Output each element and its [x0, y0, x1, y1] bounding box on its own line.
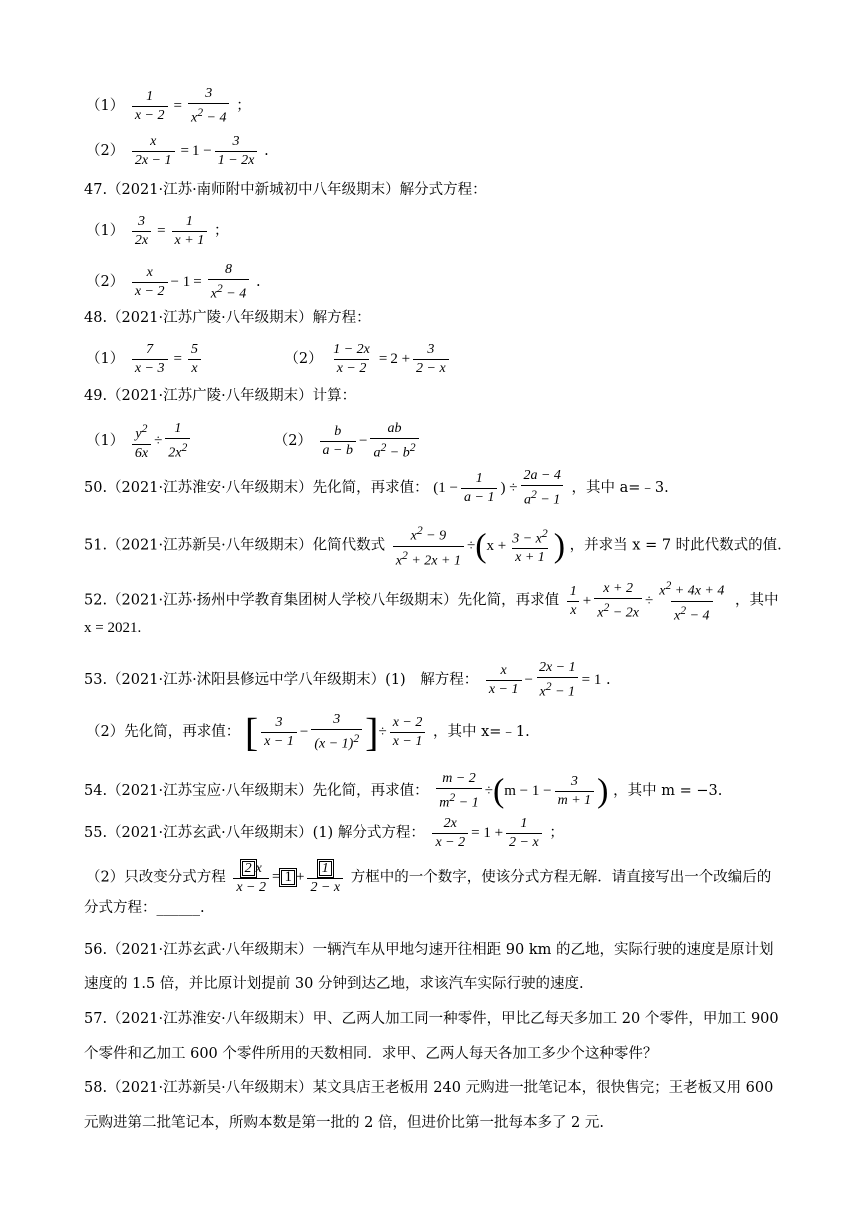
q51: 51.（2021·江苏新吴·八年级期末）化简代数式 $\frac{x^2 - 9}{x^2 + 2x + 1}$ ÷(x + $\frac{3 - x^2}{x + 1}$ ) ，并求当 x = 7 时此代数式的值.	[84, 524, 782, 569]
expression: $\frac{1}{x}$ + $\frac{x + 2}{x^2 - 2x}$ ÷ $\frac{x^2 + 4x + 4}{x^2 - 4}$	[564, 593, 731, 609]
part-label: （2）	[86, 142, 125, 159]
equation-1: $\frac{7}{x - 3}$ = $\frac{5}{x}$	[129, 351, 208, 367]
q53: 53.（2021·江苏·沭阳县修远中学八年级期末）(1) 解方程： $\frac{x}{x - 1}$ − $\frac{2x - 1}{x^2 - 1}$ = 1 .	[84, 660, 611, 700]
q58-line1: 58.（2021·江苏新吴·八年级期末）某文具店王老板用 240 元购进一批笔记本，很快售完；王老板又用 600	[84, 1080, 774, 1096]
q52-line2: x = 2021.	[84, 620, 142, 636]
boxed-equation: $\frac{2 x}{x - 2}$ = 1 + $\frac{1}{2 - x}$	[230, 869, 346, 885]
expression: $\frac{x^2 - 9}{x^2 + 2x + 1}$ ÷(x + $\frac{3 - x^2}{x + 1}$ )	[390, 538, 565, 554]
equation: $\frac{x}{2x - 1}$ = 1 − $\frac{3}{1 - 2x}$	[129, 143, 264, 159]
q46-part1: （1） $\frac{1}{x - 2}$ = $\frac{3}{x^2 - 4}$ ；	[86, 86, 251, 126]
q53-part2: （2）先化简，再求值： [ $\frac{3}{x - 1}$ − $\frac{3}{(x - 1)^2}$ ]÷ $\frac{x - 2}{x - 1}$ ，其中 x=﹣1.	[86, 709, 530, 755]
equation: $\frac{x}{x - 1}$ − $\frac{2x - 1}{x^2 - 1}$ = 1	[483, 672, 602, 688]
equation: $\frac{x}{x - 2}$ − 1 = $\frac{8}{x^2 - 4}$	[129, 274, 256, 290]
q55-line2: 分式方程：______.	[84, 900, 205, 916]
q46-part2: （2） $\frac{x}{2x - 1}$ = 1 − $\frac{3}{1 - 2x}$ .	[86, 134, 269, 168]
q57-line2: 个零件和乙加工 600 个零件所用的天数相同．求甲、乙两人每天各加工多少个这种零件？	[84, 1046, 658, 1062]
q56-line2: 速度的 1.5 倍，并比原计划提前 30 分钟到达乙地，求该汽车实际行驶的速度.	[84, 976, 584, 992]
q48-parts: （1） $\frac{7}{x - 3}$ = $\frac{5}{x}$ （2） $\frac{1 - 2x}{x - 2}$ = 2 + $\frac{3}{2 - x}$	[86, 342, 800, 377]
q50: 50.（2021·江苏淮安·八年级期末）先化简，再求值： (1 − $\frac{1}{a - 1}$ ) ÷ $\frac{2a - 4}{a^2 - 1}$ ，其中 a=﹣3.	[84, 468, 669, 508]
q54: 54.（2021·江苏宝应·八年级期末）先化简，再求值： $\frac{m - 2}{m^2 - 1}$ ÷(m − 1 − $\frac{3}{m + 1}$ ) ，其中 m = −3.	[84, 771, 723, 811]
q49-parts: （1） $\frac{y^2}{6x}$ ÷ $\frac{1}{2x^2}$ （2） $\frac{b}{a - b}$ − $\frac{ab}{a^2 - b^2}$	[86, 421, 800, 462]
q48-header: 48.（2021·江苏广陵·八年级期末）解方程：	[84, 310, 371, 326]
equation: $\frac{3}{2x}$ = $\frac{1}{x + 1}$	[129, 223, 214, 239]
q58-line2: 元购进第二批笔记本，所购本数是第一批的 2 倍，但进价比第一批每本多了 2 元.	[84, 1115, 604, 1131]
q55-part2: （2）只改变分式方程 $\frac{2 x}{x - 2}$ = 1 + $\frac{1}{2 - x}$ 方框中的一个数字，使该分式方程无解．请直接写出一个改编后的	[86, 861, 772, 895]
q56-line1: 56.（2021·江苏玄武·八年级期末）一辆汽车从甲地匀速开往相距 90 km 的乙地，实际行驶的速度是原计划	[84, 942, 774, 958]
part-label: （1）	[86, 97, 125, 114]
equation: $\frac{1}{x - 2}$ = $\frac{3}{x^2 - 4}$	[129, 98, 236, 114]
equation-2: $\frac{1 - 2x}{x - 2}$ = 2 + $\frac{3}{2 - x}$	[327, 351, 452, 367]
equation: $\frac{2x}{x - 2}$ = 1 + $\frac{1}{2 - x}$	[429, 825, 544, 841]
expression-1: $\frac{y^2}{6x}$ ÷ $\frac{1}{2x^2}$	[129, 433, 197, 449]
q47-part1: （1） $\frac{3}{2x}$ = $\frac{1}{x + 1}$ ；	[86, 214, 229, 248]
q57-line1: 57.（2021·江苏淮安·八年级期末）甲、乙两人加工同一种零件，甲比乙每天多加工 20 个零件，甲加工 900	[84, 1011, 779, 1027]
expression: [ $\frac{3}{x - 1}$ − $\frac{3}{(x - 1)^2}$ ]÷ $\frac{x - 2}{x - 1}$	[245, 724, 429, 740]
q55: 55.（2021·江苏玄武·八年级期末）(1) 解分式方程： $\frac{2x}{x - 2}$ = 1 + $\frac{1}{2 - x}$ ；	[84, 816, 564, 850]
q47-header: 47.（2021·江苏·南师附中新城初中八年级期末）解分式方程：	[84, 182, 487, 198]
q52: 52.（2021·江苏·扬州中学教育集团树人学校八年级期末）先化简，再求值 $\frac{1}{x}$ + $\frac{x + 2}{x^2 - 2x}$ ÷ $\frac{x^2 + 4x + 4}{x^2 - 4}$ ，其中	[84, 579, 779, 624]
q49-header: 49.（2021·江苏广陵·八年级期末）计算：	[84, 388, 357, 404]
expression: (1 − $\frac{1}{a - 1}$ ) ÷ $\frac{2a - 4}{a^2 - 1}$	[433, 480, 567, 496]
expression: $\frac{m - 2}{m^2 - 1}$ ÷(m − 1 − $\frac{3}{m + 1}$ )	[433, 783, 608, 799]
q47-part2: （2） $\frac{x}{x - 2}$ − 1 = $\frac{8}{x^2 - 4}$ .	[86, 262, 261, 302]
expression-2: $\frac{b}{a - b}$ − $\frac{ab}{a^2 - b^2}$	[317, 433, 422, 449]
